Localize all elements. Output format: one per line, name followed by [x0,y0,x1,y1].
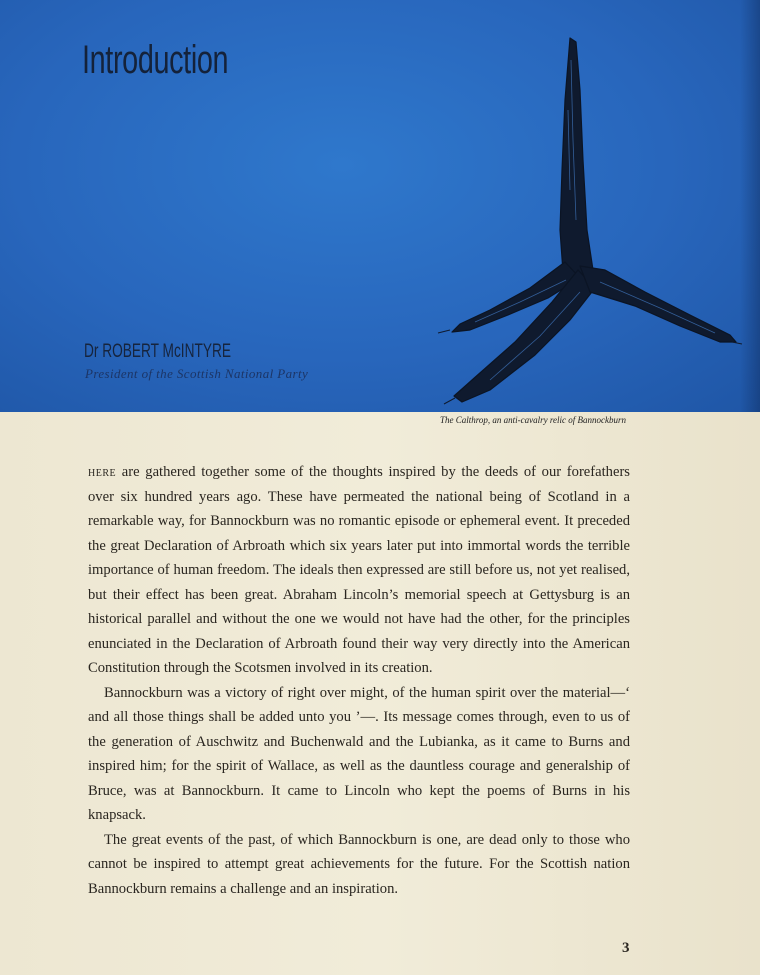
author-role: President of the Scottish National Party [85,366,309,381]
caltrop-icon [430,30,750,410]
article-body [88,460,630,901]
paragraph-text: are gathered together some of the thoughts inspired by the deeds of our forefathers over six hundred years ago. These have permeated the national being of Scotland in a remarkable way, for Bannockburn was no romantic episode or ephemeral event. It preceded the great Declaration of Arbroath which six years later put into immortal words the terrible importance of human freedom. The ideals then expressed are still before us, not yet realised, but their effect has been great. Abraham Lincoln’s memorial speech at Gettysburg is an historical parallel and without the one we would not have had the other, for the principles enunciated in the Declaration of Arbroath found their way very directly into the American Constitution through the Scotsmen involved in its creation. [88,464,630,676]
page-number: 3 [622,940,630,956]
header-band [0,0,760,412]
paragraph [88,460,630,681]
illustration-caption: The Calthrop, an anti-cavalry relic of Bannockburn [439,415,626,425]
author-name: Dr ROBERT McINTYRE [84,341,231,362]
lead-word: here [88,464,117,480]
paragraph: The great events of the past, of which Bannockburn is one, are dead only to those who cannot be inspired to attempt great achievements for the future. For the Scottish nation Bannockburn remains a challenge and an inspiration. [88,831,630,897]
page-title: Introduction [82,38,229,82]
paragraph: Bannockburn was a victory of right over might, of the human spirit over the material—‘ and all those things shall be added unto you ’—. Its message comes through, even to us of the generation of Auschwitz and Buchenwald and the Lubianka, as it came to Burns and inspired him; for the spirit of Wallace, as well as the dauntless courage and generalship of Bruce, was at Bannockburn. It came to Lincoln who kept the poems of Burns in his knapsack. [88,684,630,823]
